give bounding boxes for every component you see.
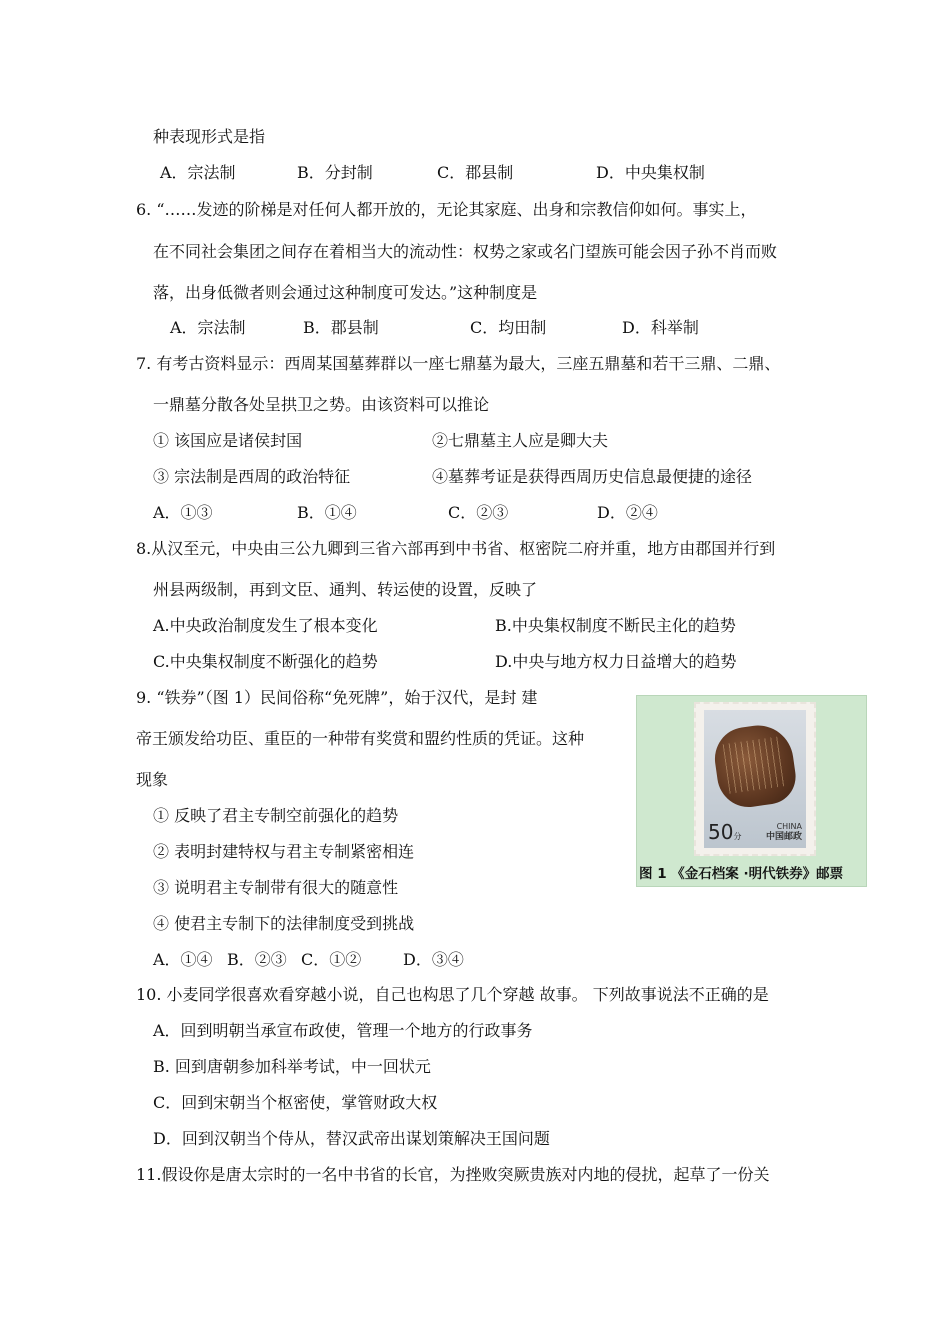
q7-item-1: ① 该国应是诸侯封国 xyxy=(153,431,303,450)
q7-line-2: 一鼎墓分散各处呈拱卫之势。由该资料可以推论 xyxy=(153,395,490,414)
q7-option-d: D．②④ xyxy=(597,503,658,522)
q7-item-3: ③ 宗法制是西周的政治特征 xyxy=(153,467,351,486)
figure-1 xyxy=(636,695,867,887)
q6-line-3: 落，出身低微者则会通过这种制度可发达。”这种制度是 xyxy=(153,283,538,302)
q10-line: 10. 小麦同学很喜欢看穿越小说，自己也构思了几个穿越 故事。 下列故事说法不正确的是 xyxy=(136,985,769,1004)
q9-item-1: ① 反映了君主专制空前强化的趋势 xyxy=(153,806,399,825)
q10-option-b: B. 回到唐朝参加科举考试，中一回状元 xyxy=(153,1057,431,1076)
q5-option-a: A．宗法制 xyxy=(160,163,236,182)
q6-option-b: B．郡县制 xyxy=(303,318,379,337)
q10-option-a: A．回到明朝当承宣布政使，管理一个地方的行政事务 xyxy=(153,1021,533,1040)
q6-option-a: A．宗法制 xyxy=(170,318,246,337)
q7-option-c: C．②③ xyxy=(448,503,509,522)
q9-option-c: C．①② xyxy=(301,950,362,969)
q5-continuation: 种表现形式是指 xyxy=(153,127,266,146)
q8-option-c: C.中央集权制度不断强化的趋势 xyxy=(153,652,378,671)
q6-option-d: D．科举制 xyxy=(622,318,699,337)
q9-line-2: 帝王颁发给功臣、重臣的一种带有奖赏和盟约性质的凭证。这种 xyxy=(136,729,585,748)
q8-line-1: 8.从汉至元，中央由三公九卿到三省六部再到中书省、枢密院二府并重，地方由郡国并行到 xyxy=(136,539,776,558)
q5-option-c: C．郡县制 xyxy=(437,163,514,182)
q8-option-b: B.中央集权制度不断民主化的趋势 xyxy=(495,616,736,635)
iron-certificate-image xyxy=(711,721,799,811)
q8-option-a: A.中央政治制度发生了根本变化 xyxy=(153,616,378,635)
q9-option-b: B．②③ xyxy=(227,950,287,969)
q9-option-d: D．③④ xyxy=(403,950,464,969)
q7-item-2: ②七鼎墓主人应是卿大夫 xyxy=(432,431,609,450)
q5-option-d: D．中央集权制 xyxy=(596,163,705,182)
figure-caption: 图 1 《金石档案 ·明代铁券》邮票 xyxy=(639,866,844,882)
q11-line: 11.假设你是唐太宗时的一名中书省的长官，为挫败突厥贵族对内地的侵扰，起草了一份关 xyxy=(136,1165,770,1184)
q5-option-b: B．分封制 xyxy=(297,163,373,182)
q6-line-2: 在不同社会集团之间存在着相当大的流动性：权势之家或名门望族可能会因子孙不肖而败 xyxy=(153,242,778,261)
q9-item-2: ② 表明封建特权与君主专制紧密相连 xyxy=(153,842,415,861)
q10-option-d: D．回到汉朝当个侍从，替汉武帝出谋划策解决王国问题 xyxy=(153,1129,550,1148)
q9-item-4: ④ 使君主专制下的法律制度受到挑战 xyxy=(153,914,415,933)
q7-option-b: B．①④ xyxy=(297,503,357,522)
q9-option-a: A．①④ xyxy=(153,950,213,969)
q9-item-3: ③ 说明君主专制带有很大的随意性 xyxy=(153,878,399,897)
stamp-value: 50分 xyxy=(708,820,742,844)
q6-line-1: 6. “……发迹的阶梯是对任何人都开放的，无论其家庭、出身和宗教信仰如何。事实上， xyxy=(136,200,757,219)
q8-option-d: D.中央与地方权力日益增大的趋势 xyxy=(495,652,737,671)
q7-line-1: 7. 有考古资料显示：西周某国墓葬群以一座七鼎墓为最大，三座五鼎墓和若干三鼎、二鼎、 xyxy=(136,354,781,373)
q9-line-1: 9. “铁券”（图 1）民间俗称“免死牌”，始于汉代，是封 建 xyxy=(136,688,538,707)
q9-line-3: 现象 xyxy=(136,770,169,789)
q7-item-4: ④墓葬考证是获得西周历史信息最便捷的途径 xyxy=(432,467,753,486)
q6-option-c: C．均田制 xyxy=(470,318,547,337)
stamp-country: CHINA 中国邮政 xyxy=(765,822,802,842)
q10-option-c: C．回到宋朝当个枢密使，掌管财政大权 xyxy=(153,1093,438,1112)
q8-line-2: 州县两级制，再到文臣、通判、转运使的设置，反映了 xyxy=(153,580,538,599)
stamp-image xyxy=(694,702,816,856)
q7-option-a: A．①③ xyxy=(153,503,213,522)
